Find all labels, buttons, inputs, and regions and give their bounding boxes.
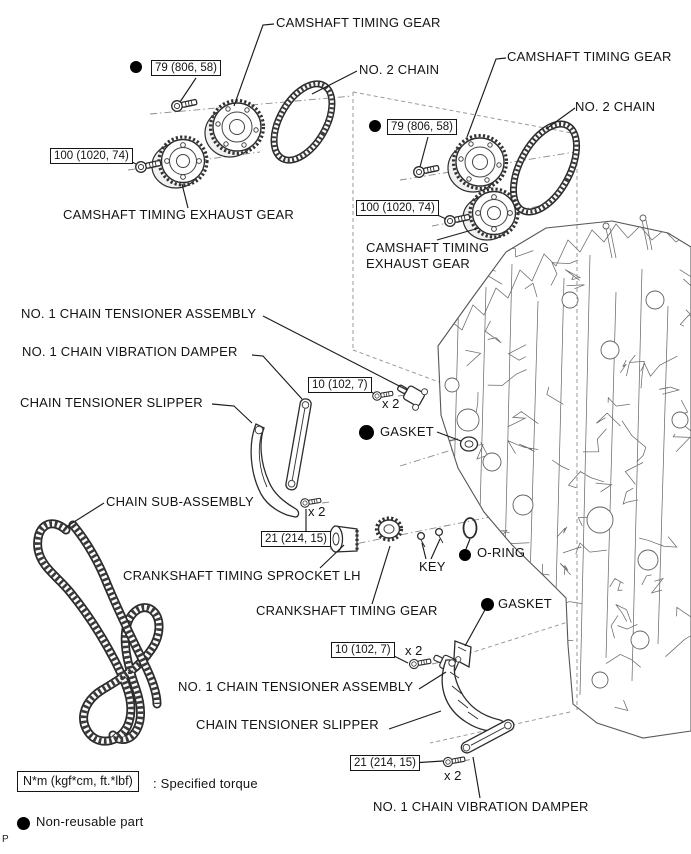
label-crankshaft-timing-gear: CRANKSHAFT TIMING GEAR bbox=[256, 603, 438, 618]
key-drawing bbox=[418, 529, 443, 547]
torque-spec-box-cam-gear-left: 79 (806, 58) bbox=[151, 60, 221, 76]
label-chain-tensioner-slipper-bottom: CHAIN TENSIONER SLIPPER bbox=[196, 717, 379, 732]
o-ring-drawing bbox=[464, 518, 477, 538]
torque-spec-box-damper-mid: 21 (214, 15) bbox=[261, 531, 331, 547]
quantity-x2-tensioner-bottom: x 2 bbox=[405, 643, 423, 658]
label-camshaft-timing-exhaust-gear-right: CAMSHAFT TIMING EXHAUST GEAR bbox=[366, 240, 490, 271]
legend-torque-unit-box: N*m (kgf*cm, ft.*lbf) bbox=[17, 771, 139, 792]
non-reusable-dot-icon-cam-gear-right bbox=[369, 120, 381, 132]
quantity-x2-damper-mid: x 2 bbox=[308, 504, 326, 519]
legend-non-reusable-caption: Non-reusable part bbox=[36, 814, 144, 829]
label-no2-chain-right: NO. 2 CHAIN bbox=[575, 99, 656, 114]
chain-sub-assembly-drawing bbox=[38, 524, 159, 741]
camshaft-timing-exhaust-gear-right-drawing bbox=[463, 189, 518, 240]
legend-torque-caption: : Specified torque bbox=[153, 776, 258, 791]
label-gasket-bottom: GASKET bbox=[498, 596, 552, 611]
label-chain-tensioner-slipper-mid: CHAIN TENSIONER SLIPPER bbox=[20, 395, 203, 410]
non-reusable-dot-icon-cam-gear-left bbox=[130, 61, 142, 73]
label-no1-chain-tensioner-assembly-bottom: NO. 1 CHAIN TENSIONER ASSEMBLY bbox=[178, 679, 414, 694]
label-no1-chain-tensioner-assembly-mid: NO. 1 CHAIN TENSIONER ASSEMBLY bbox=[21, 306, 257, 321]
camshaft-timing-gear-right-drawing bbox=[448, 136, 507, 193]
non-reusable-dot-icon-legend bbox=[17, 817, 30, 830]
camshaft-timing-gear-left-drawing bbox=[205, 101, 264, 158]
torque-spec-box-cam-gear-right: 79 (806, 58) bbox=[387, 119, 457, 135]
crankshaft-timing-gear-drawing bbox=[377, 518, 402, 540]
non-reusable-dot-icon-gasket-mid bbox=[359, 425, 374, 440]
label-chain-sub-assembly: CHAIN SUB-ASSEMBLY bbox=[106, 494, 254, 509]
label-crankshaft-timing-sprocket-lh: CRANKSHAFT TIMING SPROCKET LH bbox=[123, 568, 361, 583]
label-camshaft-timing-gear-right: CAMSHAFT TIMING GEAR bbox=[507, 49, 672, 64]
label-camshaft-timing-gear-left: CAMSHAFT TIMING GEAR bbox=[276, 15, 441, 30]
crankshaft-timing-sprocket-lh-drawing bbox=[330, 526, 358, 552]
torque-spec-box-cam-exhaust-left: 100 (1020, 74) bbox=[50, 148, 133, 164]
chain-tensioner-slipper-bottom-drawing bbox=[442, 660, 505, 731]
label-no1-chain-vibration-damper-bottom: NO. 1 CHAIN VIBRATION DAMPER bbox=[373, 799, 589, 814]
torque-spec-box-tensioner-bottom: 10 (102, 7) bbox=[331, 642, 395, 658]
torque-spec-box-cam-exhaust-right: 100 (1020, 74) bbox=[356, 200, 439, 216]
page-marker: P bbox=[2, 834, 9, 845]
no2-chain-left-drawing bbox=[262, 74, 344, 170]
torque-spec-box-tensioner-mid: 10 (102, 7) bbox=[308, 377, 372, 393]
label-no1-chain-vibration-damper-mid: NO. 1 CHAIN VIBRATION DAMPER bbox=[22, 344, 238, 359]
label-no2-chain-left: NO. 2 CHAIN bbox=[359, 62, 440, 77]
label-o-ring: O-RING bbox=[477, 545, 526, 560]
quantity-x2-damper-bottom: x 2 bbox=[444, 768, 462, 783]
label-camshaft-timing-exhaust-gear-left: CAMSHAFT TIMING EXHAUST GEAR bbox=[63, 207, 294, 222]
label-key: KEY bbox=[419, 559, 446, 574]
gasket-mid-drawing bbox=[461, 437, 478, 451]
label-gasket-mid: GASKET bbox=[380, 424, 434, 439]
non-reusable-dot-icon-o-ring bbox=[459, 549, 471, 561]
no1-chain-vibration-damper-mid-drawing bbox=[285, 398, 312, 491]
non-reusable-dot-icon-gasket-bottom bbox=[481, 598, 494, 611]
torque-spec-box-damper-bottom: 21 (214, 15) bbox=[350, 755, 420, 771]
quantity-x2-tensioner-mid: x 2 bbox=[382, 396, 400, 411]
